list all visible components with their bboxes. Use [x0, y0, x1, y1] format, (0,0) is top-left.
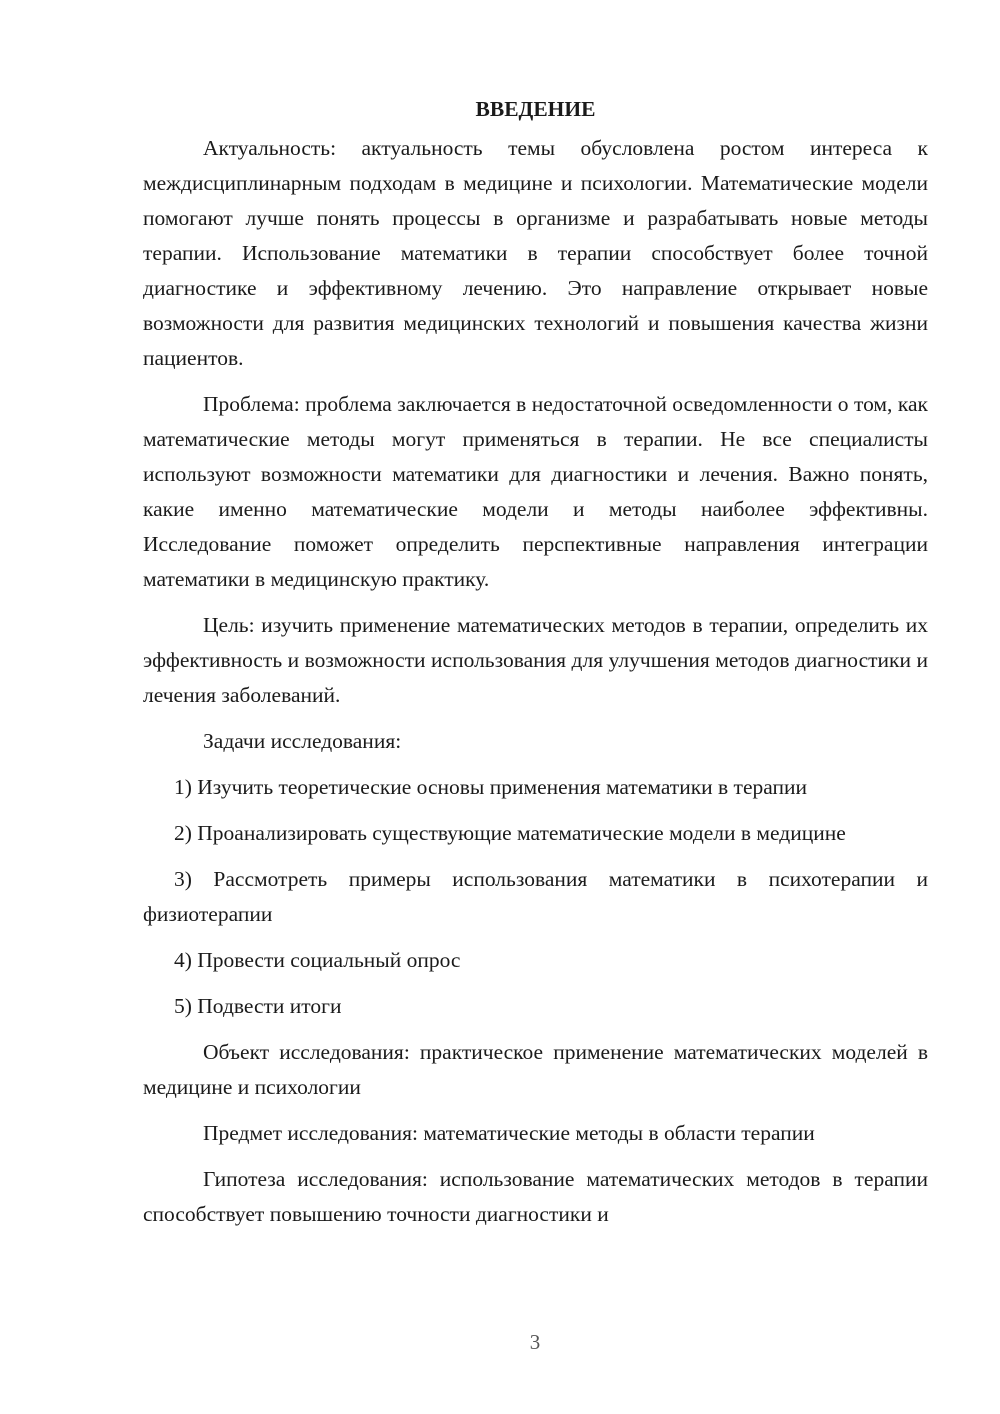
tasks-list: [143, 770, 928, 1024]
page-content: [143, 92, 928, 1243]
page-number: 3: [529, 1330, 541, 1354]
paragraph-object: Объект исследования: практическое применение математических моделей в медицине и психологии: [143, 1040, 928, 1099]
page-title: ВВЕДЕНИЕ: [475, 97, 596, 121]
paragraph-tasks-heading: Задачи исследования:: [203, 729, 402, 753]
paragraph-relevance: Актуальность: актуальность темы обусловлена ростом интереса к междисциплинарным подходам в медицине и психологии. Математические модели помогают лучше понять процессы в организме и разрабатывать новые методы терапии. Использование математики в терапии способствует более точной диагностике и эффективному лечению. Это направление открывает новые возможности для развития медицинских технологий и повышения качества жизни пациентов.: [143, 136, 928, 370]
paragraph-problem: Проблема: проблема заключается в недостаточной осведомленности о том, как математические методы могут применяться в терапии. Не все специалисты используют возможности математики для диагностики и лечения. Важно понять, какие именно математические модели и методы наиболее эффективны. Исследование поможет определить перспективные направления интеграции математики в медицинскую практику.: [143, 392, 928, 591]
list-item: 5) Подвести итоги: [174, 994, 342, 1018]
list-item: 2) Проанализировать существующие математические модели в медицине: [174, 821, 846, 845]
list-item: 4) Провести социальный опрос: [174, 948, 461, 972]
paragraph-goal: Цель: изучить применение математических методов в терапии, определить их эффективность и возможности использования для улучшения методов диагностики и лечения заболеваний.: [143, 613, 928, 707]
list-item: 3) Рассмотреть примеры использования математики в психотерапии и физиотерапии: [143, 867, 928, 926]
list-item: 1) Изучить теоретические основы применения математики в терапии: [174, 775, 808, 799]
paragraph-hypothesis: Гипотеза исследования: использование математических методов в терапии способствует повышению точности диагностики и: [143, 1167, 928, 1226]
paragraph-subject: Предмет исследования: математические методы в области терапии: [203, 1121, 815, 1145]
